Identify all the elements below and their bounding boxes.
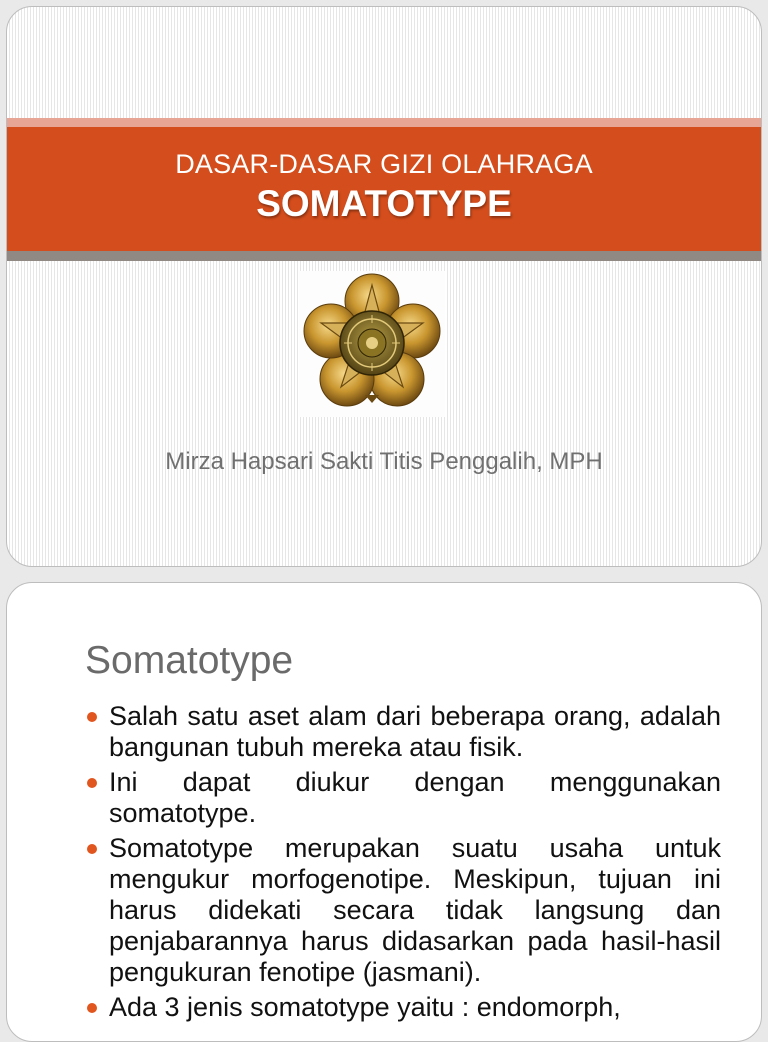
bullet-text: Ini dapat diukur dengan menggunakan somatotype. <box>109 767 721 828</box>
author-name: Mirza Hapsari Sakti Titis Penggalih, MPH <box>165 448 603 475</box>
bullet-item <box>85 701 721 763</box>
bullet-item <box>85 833 721 988</box>
content-slide <box>6 582 762 1042</box>
bullet-text: Ada 3 jenis somatotype yaitu : endomorph, <box>109 992 621 1022</box>
bullet-dot-icon <box>87 712 97 722</box>
content-slide-title: Somatotype <box>85 639 294 682</box>
title-band-bottom-stripe <box>7 251 761 261</box>
bullet-text: Salah satu aset alam dari beberapa orang, adalah bangunan tubuh mereka atau fisik. <box>109 701 721 762</box>
title-band <box>7 127 761 251</box>
title-slide <box>6 6 762 567</box>
bullet-dot-icon <box>87 1003 97 1013</box>
bullet-text: Somatotype merupakan suatu usaha untuk mengukur morfogenotipe. Meskipun, tujuan ini harus didekati secara tidak langsung dan penjabarannya harus didasarkan pada hasil-hasil pengukuran fenotipe (jasmani). <box>109 833 721 987</box>
course-subtitle: DASAR-DASAR GIZI OLAHRAGA <box>175 149 593 179</box>
university-emblem-icon <box>299 271 445 417</box>
bullet-list <box>85 701 721 1027</box>
bullet-item <box>85 992 721 1023</box>
title-band-top-stripe <box>7 118 761 127</box>
bullet-dot-icon <box>87 844 97 854</box>
bullet-item <box>85 767 721 829</box>
slide-title: SOMATOTYPE <box>256 183 512 224</box>
university-logo <box>299 271 445 417</box>
bullet-dot-icon <box>87 778 97 788</box>
